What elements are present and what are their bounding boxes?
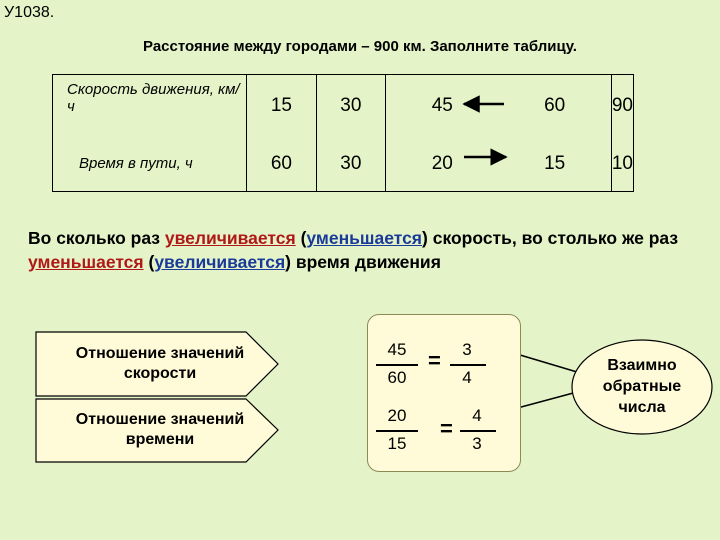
time-cell-4: 15 [544, 152, 566, 174]
time-left-numerator: 20 [387, 406, 407, 425]
time-right-denominator: 3 [472, 434, 482, 453]
time-ratio-tag: Отношение значений времени [75, 411, 245, 448]
fraction-bar [376, 430, 418, 432]
reciprocal-numbers-label: Взаимно обратные числа [602, 357, 682, 416]
time-right-numerator: 4 [472, 406, 482, 425]
speed-ratio-tag: Отношение значений скорости [75, 345, 245, 382]
time-row-label: Время в пути, ч [53, 136, 247, 192]
speed-cell-3: 45 [431, 94, 453, 116]
speed-cell-2: 30 [316, 75, 385, 137]
statement-word-decreases-2: уменьшается [28, 252, 144, 272]
speed-left-numerator: 45 [387, 340, 407, 359]
equals-sign: = [428, 348, 441, 373]
time-cell-5: 10 [611, 136, 633, 192]
speed-right-denominator: 4 [462, 368, 472, 387]
statement-paragraph [28, 226, 708, 274]
task-number: У1038. [4, 4, 55, 21]
statement-text-5: ) время движения [285, 252, 441, 272]
speed-row-label: Скорость движения, км/ч [53, 75, 247, 137]
speed-cell-1: 15 [247, 75, 316, 137]
statement-word-increases: увеличивается [164, 228, 296, 248]
statement-word-increases-2: увеличивается [154, 252, 286, 272]
statement-text-1: Во сколько раз [28, 228, 165, 248]
equals-sign: = [440, 416, 453, 441]
statement-word-decreases: уменьшается [306, 228, 423, 248]
speed-right-numerator: 3 [462, 340, 472, 359]
speed-cell-4: 60 [544, 94, 566, 116]
statement-text-4: ( [143, 252, 155, 272]
time-cell-1: 60 [247, 136, 316, 192]
task-heading: Расстояние между городами – 900 км. Заполните таблицу. [143, 38, 577, 55]
fraction-bar [460, 430, 496, 432]
speed-left-denominator: 60 [387, 368, 407, 387]
speed-cell-5: 90 [611, 75, 633, 137]
time-cell-3: 20 [431, 152, 453, 174]
time-cell-2: 30 [316, 136, 385, 192]
time-left-denominator: 15 [387, 434, 407, 453]
statement-text-3: ) скорость, во столько же раз [422, 228, 679, 248]
fraction-bar [376, 364, 418, 366]
statement-text-2: ( [295, 228, 307, 248]
fraction-bar [450, 364, 486, 366]
